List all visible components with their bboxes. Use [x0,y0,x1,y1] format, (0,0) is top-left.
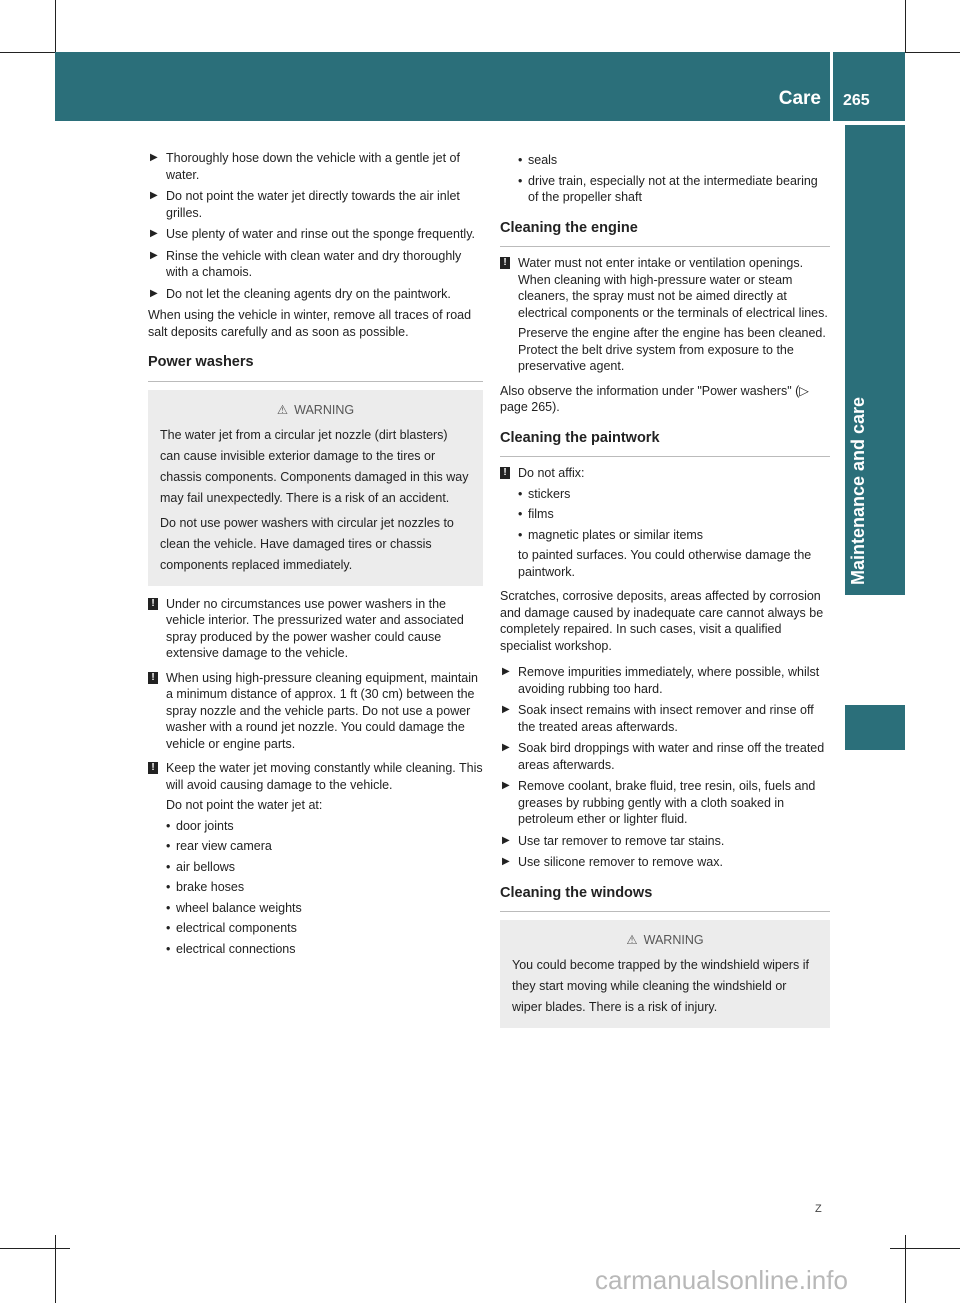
instruction-step: ▶ Use plenty of water and rinse out the sponge frequently. [150,227,475,241]
arrow-icon: ▶ [502,780,510,791]
list-item: • drive train, especially not at the intermediate bearing of the propeller shaft [518,173,830,206]
power-washers-heading: Power washers [148,354,483,382]
warning-triangle-icon: ⚠ [626,933,638,947]
left-column [148,150,483,965]
instruction-step: ▶ Do not let the cleaning agents dry on the paintwork. [150,286,451,301]
page-number: 265 [843,92,870,109]
arrow-icon: ▶ [502,856,510,867]
list-item: • films [518,506,830,523]
watermark: carmanualsonline.info [595,1265,848,1295]
winter-paragraph: When using the vehicle in winter, remove all traces of road salt deposits carefully and as soon as possible. [148,308,472,339]
instruction-step: ▶ Soak insect remains with insect remover and rinse off the treated areas afterwards. [502,703,814,734]
scratch-paragraph: Scratches, corrosive deposits, areas affected by corrosion and damage caused by inadequate care cannot always be completely repaired. In such cases, visit a qualified specialist workshop. [500,589,824,653]
warning-box [500,920,830,1028]
instruction-step: ▶ Soak bird droppings with water and rinse off the treated areas afterwards. [502,741,825,772]
bullet-list [518,486,830,544]
warning-text: You could become trapped by the windshield wipers if they start moving while cleaning the windshield or wiper blades. There is a risk of injury. [512,958,809,1014]
note-block: ! Keep the water jet moving constantly while cleaning. This will avoid causing damage to the vehicle. Do not point the water jet at: • door joints • rear view camera • air bellows • brake hoses • wheel balance weights • electrical components • electrical connections [148,760,483,957]
list-item: • magnetic plates or similar items [518,527,830,544]
list-item: • seals [518,152,830,169]
instruction-step: ▶ Thoroughly hose down the vehicle with a gentle jet of water. [150,151,460,182]
instruction-step: ▶ Use silicone remover to remove wax. [502,855,723,869]
crop-mark [0,52,55,53]
section-label: Maintenance and care [848,396,868,585]
crop-mark [55,0,56,52]
arrow-icon: ▶ [150,228,158,239]
crop-mark [890,1248,960,1249]
instruction-step: ▶ Do not point the water jet directly towards the air inlet grilles. [150,189,460,220]
arrow-icon: ▶ [150,190,158,201]
warning-text: The water jet from a circular jet nozzle (dirt blasters) can cause invisible exterior damage to the tires or chassis components. Components damaged in this way may fail unexpectedly. There is a risk of an accident. [160,427,469,505]
note-icon: ! [148,672,158,684]
warning-box [148,390,483,586]
instruction-step: ▶ Remove coolant, brake fluid, tree resin, oils, fuels and greases by rubbing gently with a cloth soaked in petroleum ether or lighter fluid. [502,779,816,826]
windows-heading: Cleaning the windows [500,885,830,913]
list-item: • stickers [518,486,830,503]
list-item: • wheel balance weights [166,900,483,917]
instruction-step: ▶ Remove impurities immediately, where possible, whilst avoiding rubbing too hard. [502,665,820,696]
crop-mark [905,0,906,52]
note-icon: ! [500,257,510,269]
arrow-icon: ▶ [502,666,510,677]
crop-mark [0,1248,70,1249]
note-block: ! Do not affix: • stickers • films • magnetic plates or similar items to painted surfaces. You could otherwise damage the paintwork. [500,465,830,580]
warning-header: ⚠ WARNING [512,930,818,951]
instruction-step: ▶ Use tar remover to remove tar stains. [502,833,725,848]
engine-paragraph: Also observe the information under "Power washers" (▷ page 265). [500,383,809,414]
note-block: ! Water must not enter intake or ventilation openings. When cleaning with high-pressure water or steam cleaners, the spray must not be aimed directly at electrical components or the terminals of electrical lines. Preserve the engine after the engine has been cleaned. Protect the belt drive system from exposure to the preservative agent. [500,255,830,375]
arrow-icon: ▶ [502,834,510,846]
list-item: • electrical components [166,920,483,937]
warning-triangle-icon: ⚠ [276,402,289,417]
warning-text: Do not use power washers with circular jet nozzles to clean the vehicle. Have damaged tires or chassis components replaced immediately. [160,515,454,572]
section-tab [845,705,905,750]
note-icon: ! [148,762,158,774]
arrow-icon: ▶ [150,287,158,299]
list-item: • air bellows [166,859,483,876]
note-block: ! Under no circumstances use power washers in the vehicle interior. The pressurized water and associated spray produced by the power washer could cause extensive damage to the vehicle. [148,596,483,662]
note-icon: ! [500,467,510,479]
list-item: • door joints [166,818,483,835]
arrow-icon: ▶ [502,742,510,753]
arrow-icon: ▶ [502,704,510,715]
header-page-box [833,52,905,121]
list-item: • rear view camera [166,838,483,855]
bullet-list [500,152,830,206]
crop-mark [55,1235,56,1303]
arrow-icon: ▶ [150,152,158,163]
page-code: Z [815,1203,822,1215]
right-column [500,150,830,1038]
list-item: • brake hoses [166,879,483,896]
engine-heading: Cleaning the engine [500,220,830,248]
crop-mark [905,52,960,53]
instruction-step: ▶ Rinse the vehicle with clean water and dry thoroughly with a chamois. [150,248,462,279]
paintwork-heading: Cleaning the paintwork [500,430,830,458]
list-item: • electrical connections [166,941,483,958]
bullet-list [166,818,483,958]
arrow-icon: ▶ [150,249,158,261]
warning-header: ⚠ WARNING [160,400,471,421]
page-title: Care [778,88,821,109]
header-band [55,52,830,121]
note-block: ! When using high-pressure cleaning equipment, maintain a minimum distance of approx. 1 ft (30 cm) between the spray nozzle and the vehicle parts. Do not use a power washer with a round jet nozzle. You could damage the vehicle or engine parts. [148,670,483,753]
crop-mark [905,1235,906,1303]
note-icon: ! [148,598,158,610]
